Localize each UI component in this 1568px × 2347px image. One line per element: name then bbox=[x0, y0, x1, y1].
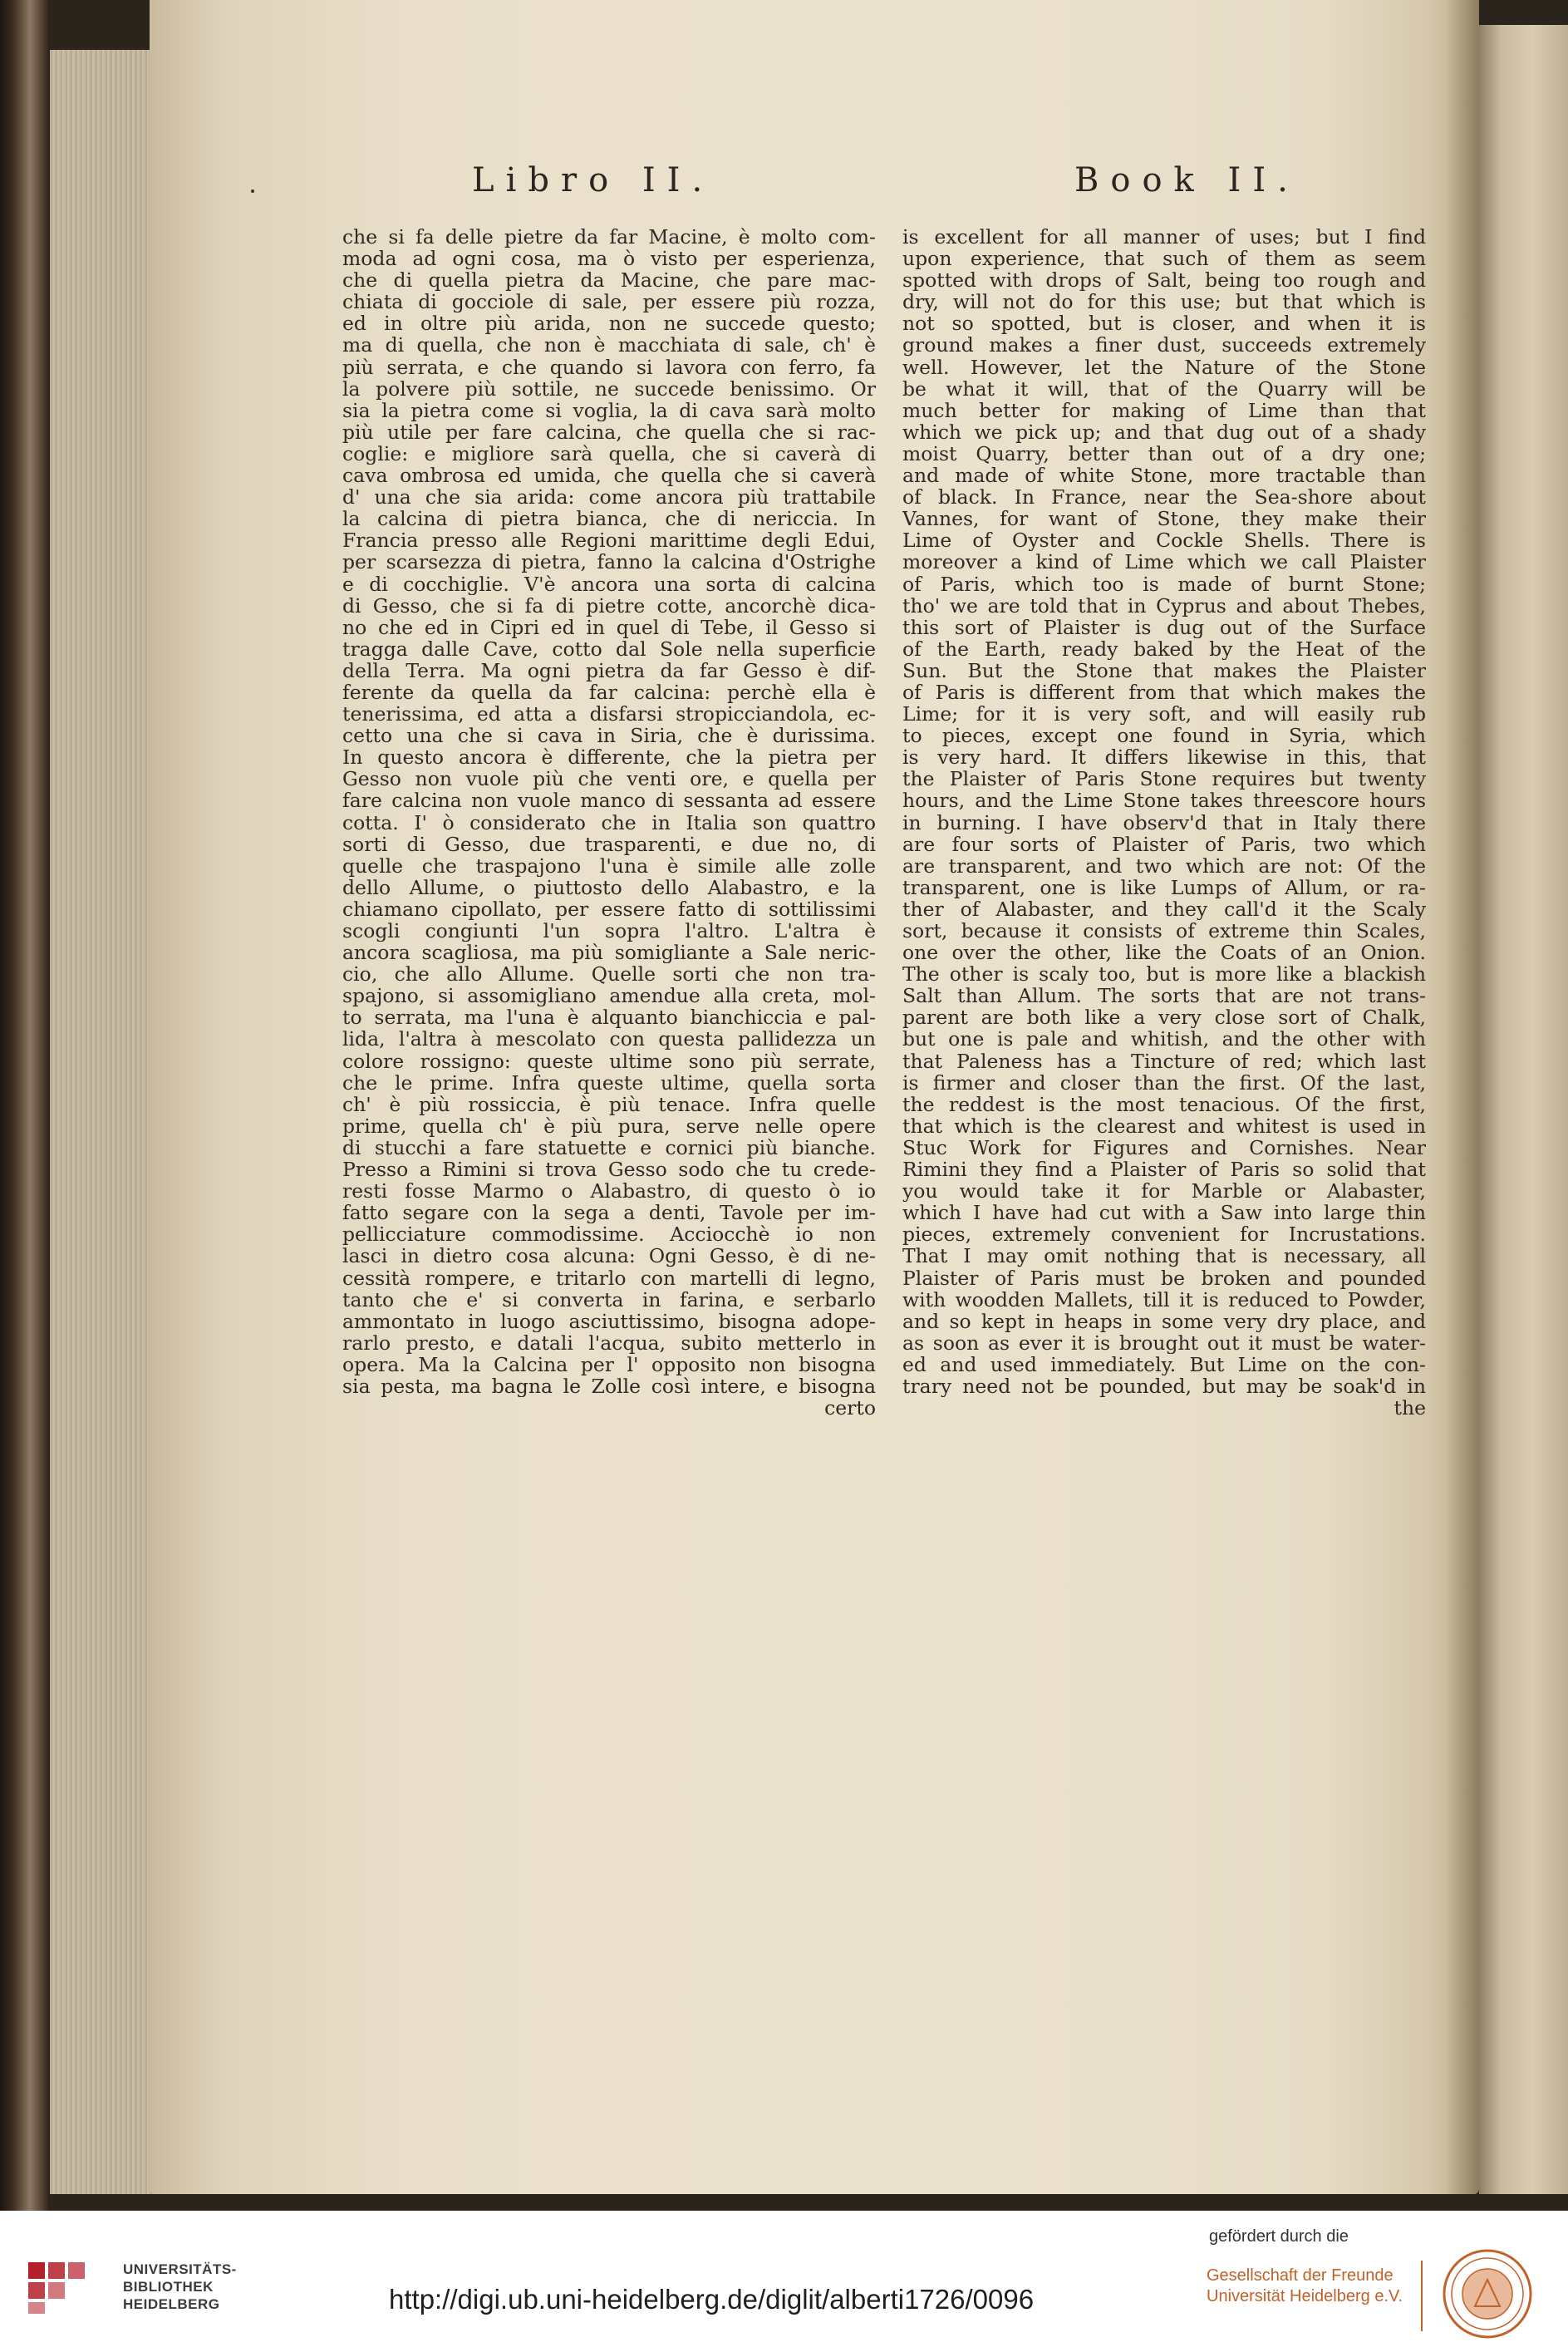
text-line: dello Allume, o piuttosto dello Alabastro, e la bbox=[342, 876, 876, 898]
text-line: che di quella pietra da Macine, che pare mac- bbox=[342, 269, 876, 292]
text-line: più utile per fare calcina, che quella che si rac- bbox=[342, 421, 876, 443]
text-line: to pieces, except one found in Syria, which bbox=[902, 725, 1426, 747]
permalink-url[interactable]: http://digi.ub.uni-heidelberg.de/diglit/alberti1726/0096 bbox=[389, 2284, 1035, 2315]
text-line: che le prime. Infra queste ultime, quella sorta bbox=[342, 1071, 876, 1094]
text-line: The other is scaly too, but is more like a blackish bbox=[902, 963, 1426, 986]
text-line: and so kept in heaps in some very dry place, and bbox=[902, 1310, 1426, 1332]
text-line: Plaister of Paris must be broken and pounded bbox=[902, 1267, 1426, 1289]
text-line: lida, l'altra à mescolato con questa pallidezza un bbox=[342, 1028, 876, 1050]
footer-divider bbox=[1421, 2261, 1423, 2331]
text-line: are four sorts of Plaister of Paris, two which bbox=[902, 833, 1426, 855]
text-line: with woodden Mallets, till it is reduced to Powder, bbox=[902, 1288, 1426, 1311]
text-line: of Paris, which too is made of burnt Stone; bbox=[902, 573, 1426, 595]
text-line: of Paris is different from that which makes the bbox=[902, 681, 1426, 704]
text-line: the bbox=[1394, 1397, 1426, 1420]
library-name-line: BIBLIOTHEK bbox=[123, 2279, 214, 2295]
text-line: Vannes, for want of Stone, they make their bbox=[902, 508, 1426, 530]
text-line: lasci in dietro cosa alcuna: Ogni Gesso, è di ne- bbox=[342, 1245, 876, 1267]
text-line: coglie: e migliore sarà quella, che si caverà di bbox=[342, 442, 876, 465]
text-line: this sort of Plaister is dug out of the Surface bbox=[902, 616, 1426, 638]
text-line: no che ed in Cipri ed in quel di Tebe, il Gesso si bbox=[342, 616, 876, 638]
text-line: spotted with drops of Salt, being too rough and bbox=[902, 269, 1426, 292]
text-line: Presso a Rimini si trova Gesso sodo che tu crede- bbox=[342, 1159, 876, 1181]
text-line: cetto una che si cava in Siria, che è durissima. bbox=[342, 725, 876, 747]
text-line: as soon as ever it is brought out it must be water- bbox=[902, 1331, 1426, 1354]
text-line: ma di quella, che non è macchiata di sale, ch' è bbox=[342, 334, 876, 357]
text-line: resti fosse Marmo o Alabastro, di questo ò io bbox=[342, 1180, 876, 1203]
text-line: upon experience, that such of them as seem bbox=[902, 248, 1426, 270]
running-header-english: Book II. bbox=[1074, 161, 1300, 199]
text-line: fare calcina non vuole manco di sessanta ad essere bbox=[342, 790, 876, 812]
text-line: be what it will, that of the Quarry will be bbox=[902, 377, 1426, 400]
text-line: not so spotted, but is closer, and when it is bbox=[902, 312, 1426, 335]
university-library-logo-icon bbox=[25, 2259, 108, 2317]
text-line: and made of white Stone, more tractable than bbox=[902, 465, 1426, 487]
university-library-name bbox=[123, 2261, 237, 2313]
text-line: cio, che allo Allume. Quelle sorti che non tra- bbox=[342, 963, 876, 986]
text-line: cava ombrosa ed umida, che quella che si caverà bbox=[342, 465, 876, 487]
text-line: sort, because it consists of extreme thin Scales, bbox=[902, 920, 1426, 942]
text-line: tragga dalle Cave, cotto dal Sole nella superficie bbox=[342, 637, 876, 660]
text-line: moreover a kind of Lime which we call Plaister bbox=[902, 551, 1426, 573]
text-line: sia pesta, ma bagna le Zolle così intere, e bisogna bbox=[342, 1375, 876, 1398]
text-line: certo bbox=[824, 1397, 876, 1420]
text-line: ammontato in luogo asciuttissimo, bisogna adope- bbox=[342, 1310, 876, 1332]
text-line: pieces, extremely convenient for Incrustations. bbox=[902, 1223, 1426, 1246]
text-line: one over the other, like the Coats of an Onion. bbox=[902, 942, 1426, 964]
page-stack-edge bbox=[50, 50, 166, 2194]
text-line: chiata di gocciole di sale, per essere più rozza, bbox=[342, 291, 876, 313]
book-cover-edge bbox=[0, 0, 50, 2211]
text-line: but one is pale and whitish, and the other with bbox=[902, 1028, 1426, 1050]
text-line: Stuc Work for Figures and Cornishes. Near bbox=[902, 1136, 1426, 1159]
text-line: is firmer and closer than the first. Of the last, bbox=[902, 1071, 1426, 1094]
text-line: più serrata, e che quando si lavora con ferro, fa bbox=[342, 356, 876, 378]
text-line: which we pick up; and that dug out of a shady bbox=[902, 421, 1426, 443]
text-line: well. However, let the Nature of the Stone bbox=[902, 356, 1426, 378]
text-line: is very hard. It differs likewise in this, that bbox=[902, 746, 1426, 769]
text-line: In questo ancora è differente, che la pietra per bbox=[342, 746, 876, 769]
text-line: per scarsezza di pietra, fanno la calcina d'Ostrighe bbox=[342, 551, 876, 573]
text-line: cotta. I' ò considerato che in Italia son quattro bbox=[342, 811, 876, 834]
text-line: d' una che sia arida: come ancora più trattabile bbox=[342, 486, 876, 509]
text-line: pellicciature commodissime. Acciocchè io non bbox=[342, 1223, 876, 1246]
text-line: trary need not be pounded, but may be soak'd in bbox=[902, 1375, 1426, 1398]
text-line: scogli congiunti l'un sopra l'altro. L'altra è bbox=[342, 920, 876, 942]
text-line: are transparent, and two which are not: Of the bbox=[902, 854, 1426, 877]
running-header-italian: Libro II. bbox=[472, 161, 715, 199]
text-line: opera. Ma la Calcina per l' opposito non bisogna bbox=[342, 1353, 876, 1375]
text-line: che si fa delle pietre da far Macine, è molto com- bbox=[342, 226, 876, 248]
text-line: hours, and the Lime Stone takes threescore hours bbox=[902, 790, 1426, 812]
funded-by-label: gefördert durch die bbox=[1209, 2227, 1349, 2246]
sponsor-society-name bbox=[1207, 2266, 1403, 2307]
text-line: di Gesso, che si fa di pietre cotte, ancorchè dica- bbox=[342, 594, 876, 617]
text-line: ch' è più rossiccia, è più tenace. Infra quelle bbox=[342, 1093, 876, 1115]
text-line: dry, will not do for this use; but that which is bbox=[902, 291, 1426, 313]
text-line: Francia presso alle Regioni marittime degli Edui, bbox=[342, 529, 876, 552]
italian-text-column bbox=[342, 226, 876, 1419]
text-line: tenerissima, ed atta a disfarsi stropicciandola, ec- bbox=[342, 703, 876, 726]
text-line: moist Quarry, better than out of a dry one; bbox=[902, 442, 1426, 465]
text-line: di stucchi a fare statuette e cornici più bianche. bbox=[342, 1136, 876, 1159]
text-line: much better for making of Lime than that bbox=[902, 399, 1426, 421]
text-line: That I may omit nothing that is necessary, all bbox=[902, 1245, 1426, 1267]
facing-page-edge bbox=[1479, 25, 1568, 2194]
text-line: colore rossigno: queste ultime sono più serrate, bbox=[342, 1050, 876, 1072]
society-seal-icon bbox=[1442, 2248, 1533, 2340]
page-gutter-shadow bbox=[1446, 0, 1479, 2194]
english-text-column bbox=[902, 226, 1426, 1419]
text-line: of black. In France, near the Sea-shore about bbox=[902, 486, 1426, 509]
society-name-line: Universität Heidelberg e.V. bbox=[1207, 2287, 1403, 2305]
text-line: that Paleness has a Tincture of red; which last bbox=[902, 1050, 1426, 1072]
text-line: fatto segare con la sega a denti, Tavole per im- bbox=[342, 1202, 876, 1224]
text-line: ed in oltre più arida, non ne succede questo; bbox=[342, 312, 876, 335]
text-line: the Plaister of Paris Stone requires but twenty bbox=[902, 768, 1426, 790]
text-line: ancora scagliosa, ma più somigliante a Sale neric- bbox=[342, 942, 876, 964]
text-line: chiamano cipollato, per essere fatto di sottilissimi bbox=[342, 898, 876, 920]
viewer-footer bbox=[0, 2211, 1568, 2347]
text-line: della Terra. Ma ogni pietra da far Gesso è dif- bbox=[342, 659, 876, 681]
text-line: sorti di Gesso, due trasparenti, e due no, di bbox=[342, 833, 876, 855]
margin-dot bbox=[251, 189, 254, 193]
text-line: cessità rompere, e tritarlo con martelli di legno, bbox=[342, 1267, 876, 1289]
text-line: la calcina di pietra bianca, che di nericcia. In bbox=[342, 508, 876, 530]
text-line: to serrata, ma l'una è alquanto bianchiccia e pal- bbox=[342, 1006, 876, 1029]
text-line: parent are both like a very close sort of Chalk, bbox=[902, 1006, 1426, 1029]
library-name-line: HEIDELBERG bbox=[123, 2296, 220, 2312]
text-line: la polvere più sottile, ne succede benissimo. Or bbox=[342, 377, 876, 400]
text-line: quelle che traspajono l'una è simile alle zolle bbox=[342, 854, 876, 877]
library-name-line: UNIVERSITÄTS- bbox=[123, 2261, 237, 2277]
text-line: that which is the clearest and whitest is used in bbox=[902, 1114, 1426, 1137]
text-line: Lime; for it is very soft, and will easily rub bbox=[902, 703, 1426, 726]
text-line: spajono, si assomigliano amendue alla creta, mol- bbox=[342, 985, 876, 1007]
text-line: ed and used immediately. But Lime on the con- bbox=[902, 1353, 1426, 1375]
text-line: Lime of Oyster and Cockle Shells. There is bbox=[902, 529, 1426, 552]
text-line: of the Earth, ready baked by the Heat of the bbox=[902, 637, 1426, 660]
text-line: Sun. But the Stone that makes the Plaister bbox=[902, 659, 1426, 681]
text-line: the reddest is the most tenacious. Of the first, bbox=[902, 1093, 1426, 1115]
text-line: moda ad ogni cosa, ma ò visto per esperienza, bbox=[342, 248, 876, 270]
text-line: which I have had cut with a Saw into large thin bbox=[902, 1202, 1426, 1224]
text-line: ground makes a finer dust, succeeds extremely bbox=[902, 334, 1426, 357]
text-line: Rimini they find a Plaister of Paris so solid that bbox=[902, 1159, 1426, 1181]
text-line: ther of Alabaster, and they call'd it the Scaly bbox=[902, 898, 1426, 920]
text-line: Gesso non vuole più che venti ore, e quella per bbox=[342, 768, 876, 790]
text-line: you would take it for Marble or Alabaster, bbox=[902, 1180, 1426, 1203]
text-line: prime, quella ch' è più pura, serve nelle opere bbox=[342, 1114, 876, 1137]
text-line: e di cocchiglie. V'è ancora una sorta di calcina bbox=[342, 573, 876, 595]
text-line: in burning. I have observ'd that in Italy there bbox=[902, 811, 1426, 834]
text-line: Salt than Allum. The sorts that are not trans- bbox=[902, 985, 1426, 1007]
text-line: is excellent for all manner of uses; but I find bbox=[902, 226, 1426, 248]
society-name-line: Gesellschaft der Freunde bbox=[1207, 2266, 1394, 2285]
text-line: sia la pietra come si voglia, la di cava sarà molto bbox=[342, 399, 876, 421]
text-line: tanto che e' si converta in farina, e serbarlo bbox=[342, 1288, 876, 1311]
text-line: rarlo presto, e datali l'acqua, subito metterlo in bbox=[342, 1331, 876, 1354]
text-line: tho' we are told that in Cyprus and about Thebes, bbox=[902, 594, 1426, 617]
text-line: ferente da quella da far calcina: perchè ella è bbox=[342, 681, 876, 704]
text-line: transparent, one is like Lumps of Allum, or ra- bbox=[902, 876, 1426, 898]
